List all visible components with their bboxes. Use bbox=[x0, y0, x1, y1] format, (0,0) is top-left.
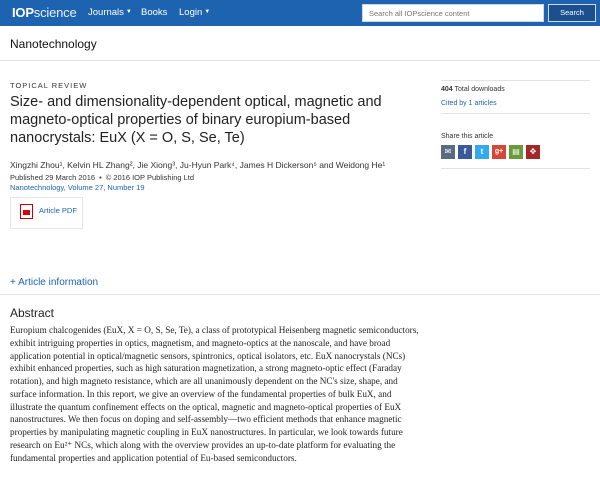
journal-title[interactable]: Nanotechnology bbox=[10, 37, 97, 51]
article-pdf-button[interactable] bbox=[10, 197, 83, 229]
volume-link[interactable]: Nanotechnology, Volume 27, Number 19 bbox=[10, 183, 145, 192]
divider bbox=[0, 294, 600, 295]
sidebar-divider bbox=[441, 80, 590, 81]
publication-info bbox=[10, 173, 194, 182]
abstract-text: Europium chalcogenides (EuX, X = O, S, Se, Te), a class of prototypical Heisenberg magnetic semiconductors, exhibit intriguing properties in optics, magnetism, and magneto-optics at the nanoscale, and have broad application potential in optical/magnetic sensors, spintronics, optical isolators, etc. EuX nanocrystals (NCs) exhibit enhanced properties, such as high saturation magnetization, a strong magneto-optic effect (Faraday rotation), and high magneto resistance, which are all unanimously dependent on the NC's size, shape, and surface information. In this report, we give an overview of the fundamental properties of bulk EuX, and illustrate the quantum confinement effects on the optical, magnetic and magneto-optical properties of EuX nanostructures. We then focus on doping and self-assembly—two efficient methods that enhance magnetic properties by manipulating magnetic coupling in EuX nanostructures. In particular, we look towards future research on Eu²⁺ NCs, which along with the overview provides an up-to-date platform for evaluating the fundamental properties and application potential of Eu-based semiconductors. bbox=[10, 325, 419, 463]
facebook-share-icon[interactable]: f bbox=[458, 145, 472, 159]
cited-by-link[interactable]: Cited by 1 articles bbox=[441, 100, 497, 107]
total-downloads bbox=[441, 86, 505, 93]
nav-journals-label: Journals bbox=[88, 7, 124, 18]
mendeley-share-icon[interactable]: ✥ bbox=[526, 145, 540, 159]
downloads-count: 404 bbox=[441, 86, 453, 93]
logo-part-science: science bbox=[33, 5, 77, 20]
nav-books[interactable] bbox=[141, 7, 167, 18]
nav-login[interactable] bbox=[179, 7, 210, 18]
separator-dot: • bbox=[99, 173, 102, 182]
nav-books-label: Books bbox=[141, 7, 168, 18]
email-share-icon[interactable]: ✉ bbox=[441, 145, 455, 159]
caret-down-icon: ▼ bbox=[125, 9, 132, 16]
divider bbox=[0, 60, 600, 61]
google-plus-share-icon[interactable]: g+ bbox=[492, 145, 506, 159]
sidebar-divider bbox=[441, 113, 590, 114]
article-pdf-label: Article PDF bbox=[39, 206, 77, 215]
nav-journals[interactable] bbox=[88, 7, 132, 18]
nav-login-label: Login bbox=[179, 7, 203, 18]
twitter-share-icon[interactable]: t bbox=[475, 145, 489, 159]
caret-down-icon: ▼ bbox=[204, 9, 211, 16]
share-label: Share this article bbox=[441, 133, 494, 140]
author-list: Xingzhi Zhou¹, Kelvin HL Zhang², Jie Xiong³, Ju-Hyun Park⁴, James H Dickerson⁵ and Weidong He¹ bbox=[10, 160, 386, 170]
copyright-text: © 2016 IOP Publishing Ltd bbox=[105, 173, 195, 182]
citeulike-share-icon[interactable]: ▤ bbox=[509, 145, 523, 159]
article-title: Size- and dimensionality-dependent optical, magnetic and magneto-optical properties of binary europium-based nanocrystals: EuX (X = O, S, Se, Te) bbox=[10, 94, 382, 146]
top-navigation-bar bbox=[0, 0, 600, 26]
abstract-heading: Abstract bbox=[10, 306, 55, 320]
sidebar-divider bbox=[441, 168, 590, 169]
article-information-toggle[interactable]: + Article information bbox=[10, 277, 99, 288]
downloads-label: Total downloads bbox=[454, 86, 505, 93]
logo-part-iop: IOP bbox=[12, 5, 34, 20]
pdf-icon bbox=[20, 204, 33, 219]
search-input[interactable] bbox=[362, 4, 544, 22]
iopscience-logo[interactable] bbox=[12, 5, 76, 20]
search-button[interactable]: Search bbox=[548, 4, 596, 22]
article-type-label: TOPICAL REVIEW bbox=[10, 81, 88, 90]
published-date: Published 29 March 2016 bbox=[10, 173, 96, 182]
